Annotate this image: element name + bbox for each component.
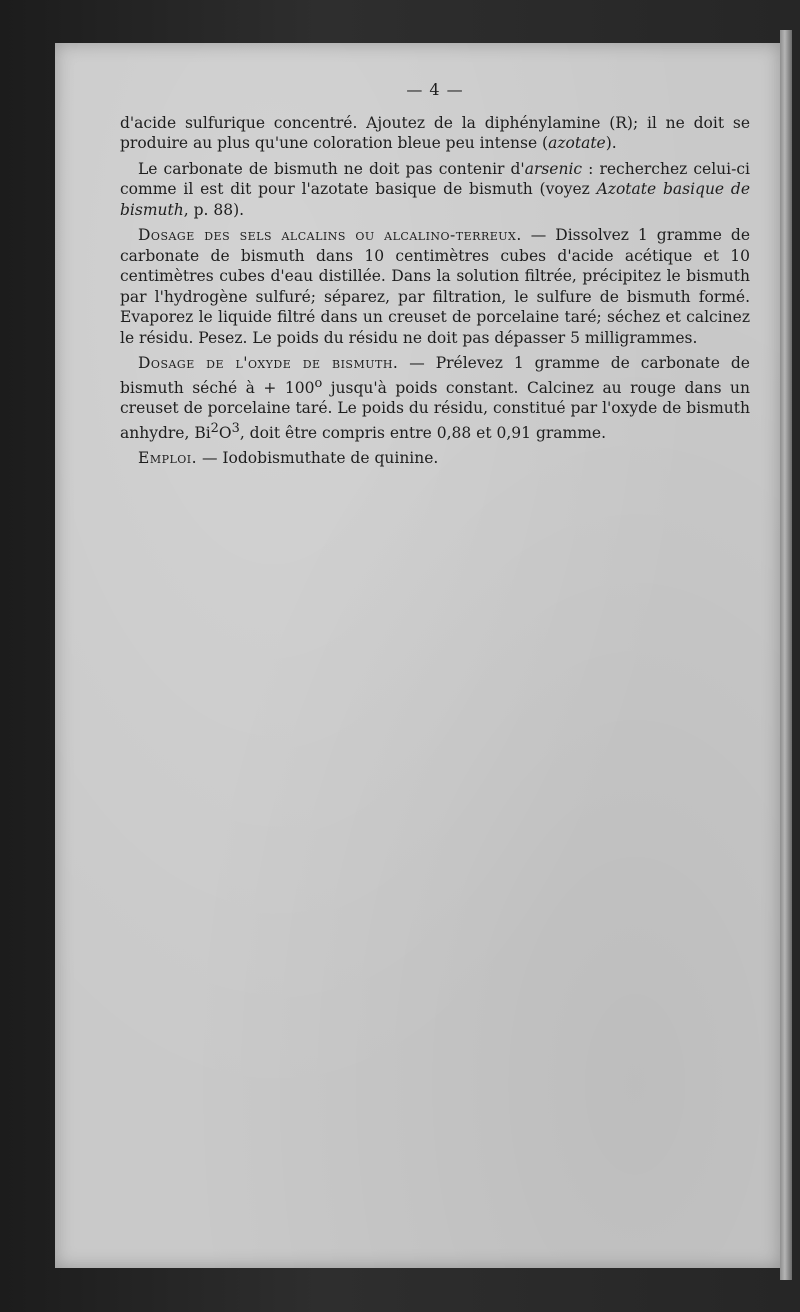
paragraph-emploi (120, 448, 750, 469)
italic-reference: Azotate basique de bismuth (120, 180, 750, 219)
text-run: Le carbonate de bismuth ne doit pas contenir d' (138, 159, 525, 178)
text-run: , p. 88). (183, 200, 245, 219)
text-run: : recherchez celui-ci comme il est dit pour l'azotate basique de bismuth (voyez (120, 159, 750, 198)
text-run: — Prélevez 1 gramme de carbonate de bismuth séché à + 100 (120, 354, 750, 397)
page-text (120, 80, 750, 474)
formula-index: 3 (231, 420, 240, 436)
text-run: ). (605, 134, 617, 152)
section-heading: Dosage de l'oxyde de bismuth. (138, 354, 399, 372)
degree-mark: o (314, 375, 323, 391)
paragraph-azotate (120, 113, 750, 154)
text-run: d'acide sulfurique concentré. Ajoutez de la diphénylamine (R); il ne doit se produire au plus qu'une coloration bleue peu intense ( (120, 113, 750, 152)
text-run: — Iodobismuthate de quinine. (197, 449, 439, 468)
section-heading: Dosage des sels alcalins ou alcalino-terreux. (138, 226, 522, 244)
text-run: jusqu'à poids constant. Calcinez au rouge dans un creuset de porcelaine taré. Le poids du résidu, constitué par l'oxyde de bismuth anhydre, Bi (120, 378, 750, 442)
section-heading: Emploi. (138, 449, 198, 468)
page-edge (780, 30, 792, 1280)
text-run: — Dissolvez 1 gramme de carbonate de bismuth dans 10 centimètres cubes d'acide acétique et 10 centimètres cubes d'eau distillée. Dans la solution filtrée, précipitez le bismuth par l'hydrogène sulfuré; séparez, par filtration, le sulfure de bismuth formé. Evaporez le liquide filtré dans un creuset de porcelaine taré; séchez et calcinez le résidu. Pesez. Le poids du résidu ne doit pas dépasser 5 milligrammes. (120, 226, 750, 347)
paragraph-dosage-oxyde (120, 353, 750, 443)
italic-term: azotate (548, 134, 606, 152)
italic-term: arsenic (524, 159, 583, 178)
paragraph-dosage-sels (120, 225, 750, 348)
paragraph-arsenic (120, 159, 750, 221)
formula-element: O (218, 423, 232, 442)
page-number: — 4 — (406, 80, 464, 99)
formula-index: 2 (210, 420, 219, 436)
text-run: , doit être compris entre 0,88 et 0,91 gramme. (239, 423, 607, 442)
